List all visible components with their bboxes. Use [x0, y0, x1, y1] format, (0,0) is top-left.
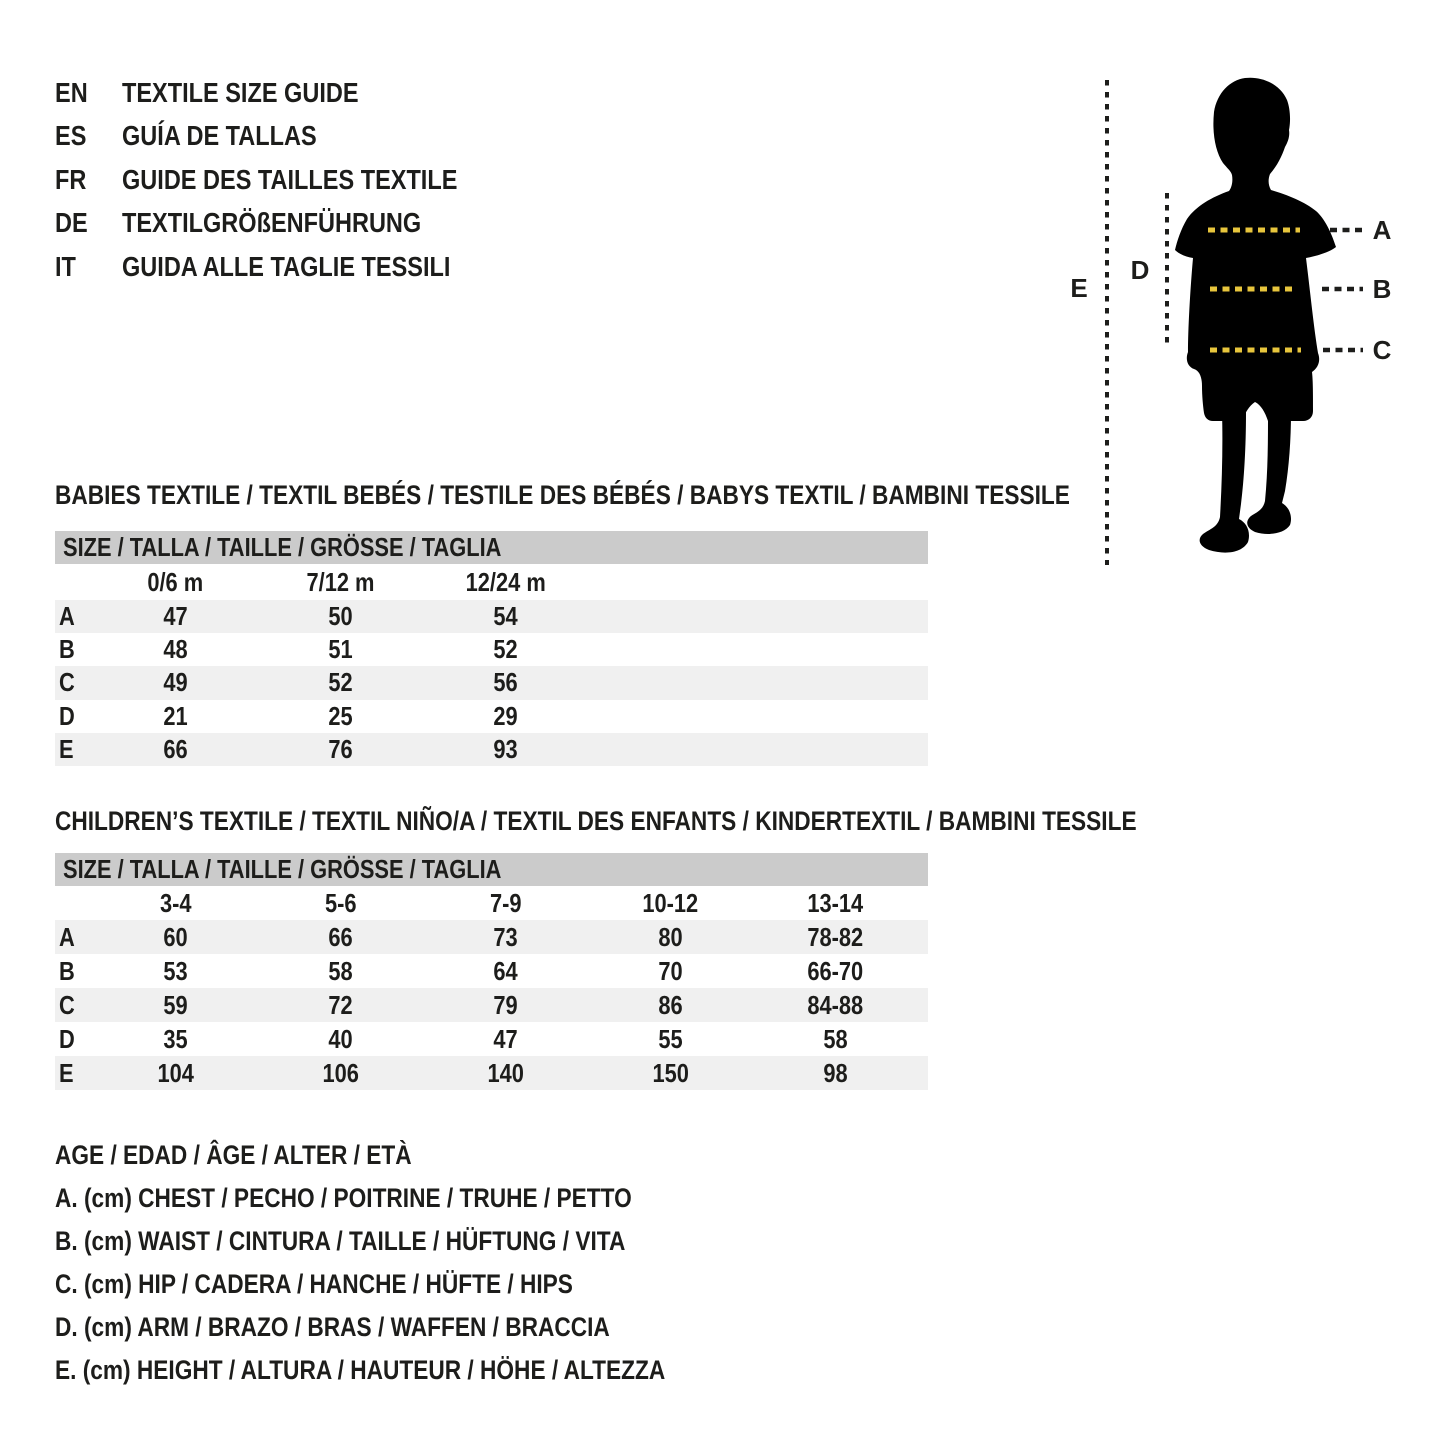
column-header: 10-12 — [642, 887, 699, 918]
size-header-bar: SIZE / TALLA / TAILLE / GRÖSSE / TAGLIA — [55, 853, 928, 886]
arm-label: D — [1130, 255, 1150, 285]
row-label: D — [59, 1023, 75, 1054]
language-row-de — [55, 202, 521, 246]
babies-size-table — [55, 531, 928, 766]
cell: 140 — [487, 1057, 524, 1088]
legend-line-arm: D. (cm) ARM / BRAZO / BRAS / WAFFEN / BRACCIA — [55, 1312, 610, 1342]
language-row-en — [55, 71, 521, 115]
measurement-figure — [1045, 60, 1445, 600]
legend-line-age: AGE / EDAD / ÂGE / ALTER / ETÀ — [55, 1140, 412, 1170]
table-row — [55, 920, 928, 954]
cell: 104 — [157, 1057, 194, 1088]
cell: 60 — [163, 921, 188, 952]
language-row-fr — [55, 158, 521, 202]
cell: 58 — [328, 955, 353, 986]
table-row — [55, 666, 928, 699]
cell: 54 — [493, 601, 518, 632]
legend-line-height: E. (cm) HEIGHT / ALTURA / HAUTEUR / HÖHE / ALTEZZA — [55, 1355, 666, 1385]
cell: 48 — [163, 634, 188, 665]
table-row — [55, 700, 928, 733]
cell: 72 — [328, 989, 353, 1020]
children-section-title: CHILDREN’S TEXTILE / TEXTIL NIÑO/A / TEXTIL DES ENFANTS / KINDERTEXTIL / BAMBINI TESSILE — [55, 806, 1137, 836]
children-size-table — [55, 853, 928, 1090]
cell: 70 — [658, 955, 683, 986]
language-row-it — [55, 245, 521, 289]
column-header: 13-14 — [807, 887, 864, 918]
cell: 80 — [658, 921, 683, 952]
table-row — [55, 600, 928, 633]
table-row — [55, 633, 928, 666]
cell: 64 — [493, 955, 518, 986]
cell: 51 — [328, 634, 353, 665]
row-label: C — [59, 989, 75, 1020]
cell: 59 — [163, 989, 188, 1020]
language-title: GUIDA ALLE TAGLIE TESSILI — [122, 250, 451, 282]
cell: 56 — [493, 667, 518, 698]
chest-label: A — [1372, 215, 1392, 245]
cell: 78-82 — [807, 921, 864, 952]
cell: 21 — [163, 700, 188, 731]
column-header-row — [55, 564, 928, 600]
cell: 150 — [652, 1057, 689, 1088]
table-row — [55, 733, 928, 766]
row-label: E — [59, 1057, 74, 1088]
cell: 53 — [163, 955, 188, 986]
table-row — [55, 1022, 928, 1056]
row-label: D — [59, 700, 75, 731]
column-header: 12/24 m — [465, 566, 546, 597]
cell: 47 — [493, 1023, 518, 1054]
babies-section-title: BABIES TEXTILE / TEXTIL BEBÉS / TESTILE DES BÉBÉS / BABYS TEXTIL / BAMBINI TESSILE — [55, 480, 1070, 510]
cell: 86 — [658, 989, 683, 1020]
table-row — [55, 1056, 928, 1090]
language-code: FR — [55, 163, 87, 195]
cell: 35 — [163, 1023, 188, 1054]
cell: 79 — [493, 989, 518, 1020]
language-title: GUIDE DES TAILLES TEXTILE — [122, 163, 458, 195]
waist-label: B — [1372, 274, 1392, 304]
cell: 73 — [493, 921, 518, 952]
cell: 52 — [328, 667, 353, 698]
legend-line-hip: C. (cm) HIP / CADERA / HANCHE / HÜFTE / HIPS — [55, 1269, 573, 1299]
row-label: B — [59, 634, 75, 665]
cell: 98 — [823, 1057, 848, 1088]
language-title-list — [55, 71, 521, 289]
column-header: 3-4 — [159, 887, 192, 918]
cell: 47 — [163, 601, 188, 632]
table-row — [55, 988, 928, 1022]
language-code: DE — [55, 207, 88, 239]
language-code: IT — [55, 250, 76, 282]
size-header-bar: SIZE / TALLA / TAILLE / GRÖSSE / TAGLIA — [55, 531, 928, 564]
column-header: 0/6 m — [147, 566, 204, 597]
column-header: 7-9 — [489, 887, 522, 918]
cell: 66-70 — [807, 955, 864, 986]
height-label: E — [1070, 273, 1088, 303]
language-title: GUÍA DE TALLAS — [122, 120, 317, 152]
language-row-es — [55, 115, 521, 159]
row-label: A — [59, 921, 75, 952]
language-code: EN — [55, 76, 88, 108]
legend-line-waist: B. (cm) WAIST / CINTURA / TAILLE / HÜFTUNG / VITA — [55, 1226, 626, 1256]
cell: 84-88 — [807, 989, 864, 1020]
cell: 25 — [328, 700, 353, 731]
measurement-legend — [55, 1134, 781, 1392]
column-header: 5-6 — [324, 887, 357, 918]
language-code: ES — [55, 120, 87, 152]
row-label: C — [59, 667, 75, 698]
cell: 66 — [163, 733, 188, 764]
cell: 52 — [493, 634, 518, 665]
cell: 93 — [493, 733, 518, 764]
table-row — [55, 954, 928, 988]
cell: 106 — [322, 1057, 359, 1088]
column-header-row — [55, 886, 928, 920]
language-title: TEXTILE SIZE GUIDE — [122, 76, 359, 108]
cell: 55 — [658, 1023, 683, 1054]
cell: 49 — [163, 667, 188, 698]
column-header: 7/12 m — [306, 566, 375, 597]
language-title: TEXTILGRÖßENFÜHRUNG — [122, 207, 422, 239]
row-label: E — [59, 733, 74, 764]
cell: 58 — [823, 1023, 848, 1054]
cell: 66 — [328, 921, 353, 952]
row-label: A — [59, 601, 75, 632]
cell: 40 — [328, 1023, 353, 1054]
row-label: B — [59, 955, 75, 986]
hip-label: C — [1372, 335, 1392, 365]
legend-line-chest: A. (cm) CHEST / PECHO / POITRINE / TRUHE / PETTO — [55, 1183, 632, 1213]
cell: 50 — [328, 601, 353, 632]
cell: 76 — [328, 733, 353, 764]
cell: 29 — [493, 700, 518, 731]
